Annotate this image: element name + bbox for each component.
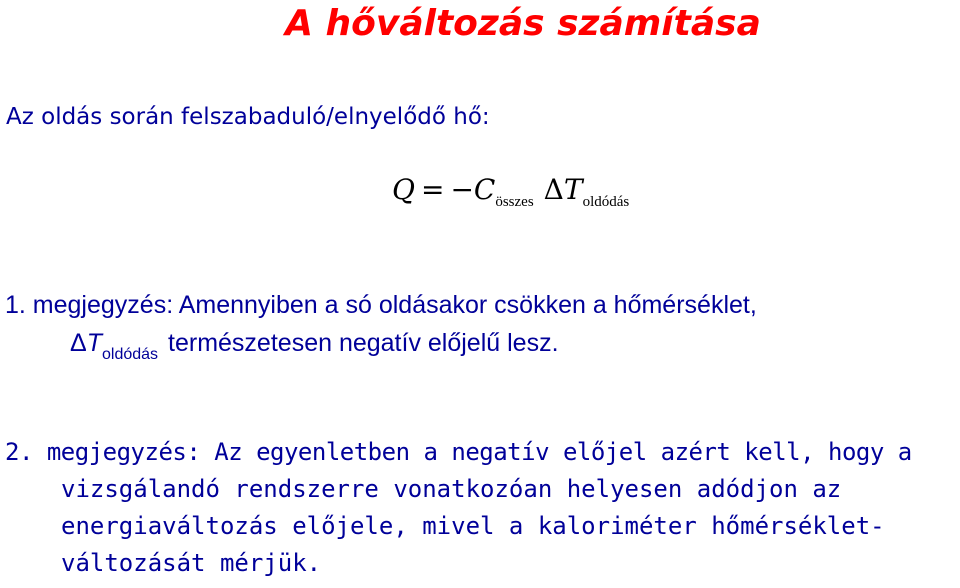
heat-formula (392, 172, 629, 220)
formula-c-subscript: összes (495, 194, 534, 210)
note-1-line-1: 1. megjegyzés: Amennyiben a só oldásakor csökken a hőmérséklet, (5, 291, 757, 319)
formula-delta: Δ (543, 173, 564, 206)
note-1-delta: Δ (70, 329, 87, 357)
note-1-t: T (86, 329, 102, 357)
formula-minus: − (450, 173, 474, 206)
page-title: A hőváltozás számítása (285, 3, 761, 44)
note-2-line-4: változását mérjük. (61, 549, 322, 577)
note-1-line-2 (0, 324, 958, 374)
formula-c: C (473, 173, 496, 206)
formula-t-subscript: oldódás (582, 194, 630, 210)
formula-equals: = (420, 173, 445, 206)
note-2-line-1: 2. megjegyzés: Az egyenletben a negatív előjel azért kell, hogy a (5, 438, 912, 466)
formula-t: T (563, 173, 583, 206)
note-1-t-subscript: oldódás (101, 346, 159, 363)
note-1 (0, 286, 958, 374)
note-2 (5, 434, 955, 582)
formula-q: Q (392, 173, 415, 206)
note-2-line-2: vizsgálandó rendszerre vonatkozóan helyesen adódjon az (61, 475, 842, 503)
note-2-line-3: energiaváltozás előjele, mivel a kaloriméter hőmérséklet- (61, 512, 885, 540)
note-1-line-2-text: természetesen negatív előjelű lesz. (168, 329, 559, 357)
intro-text: Az oldás során felszabaduló/elnyelődő hő: (6, 104, 490, 130)
